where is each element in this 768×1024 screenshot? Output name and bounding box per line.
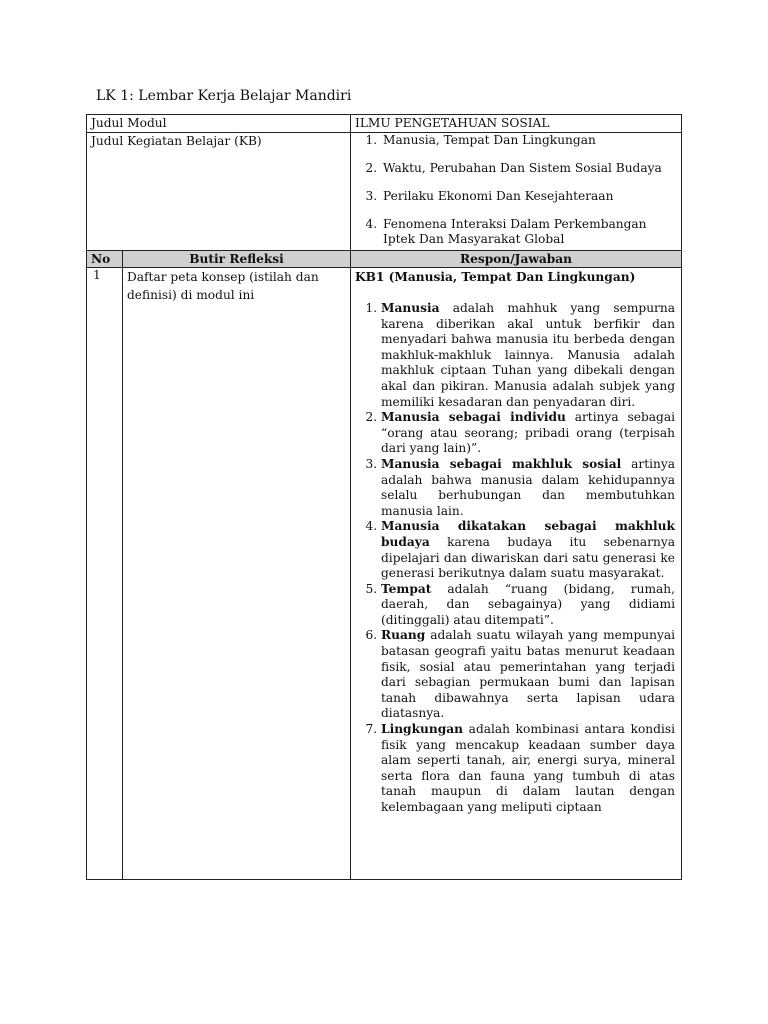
list-item <box>381 301 675 410</box>
concept-list <box>355 301 675 816</box>
judul-kb-list <box>355 133 677 247</box>
worksheet-table <box>86 114 682 880</box>
judul-modul-label: Judul Modul <box>87 115 351 133</box>
concept-definition: adalah “ruang (bidang, rumah, daerah, dan sebagainya) yang didiami (ditinggali) atau ditempati”. <box>381 581 675 627</box>
list-item <box>381 628 675 722</box>
concept-term: Lingkungan <box>381 722 464 737</box>
header-respon-jawaban: Respon/Jawaban <box>351 251 682 268</box>
list-item <box>381 582 675 629</box>
row-number: 1 <box>87 268 123 880</box>
list-item <box>381 410 675 457</box>
respon-cell <box>351 268 682 880</box>
header-no: No <box>87 251 123 268</box>
header-butir-refleksi: Butir Refleksi <box>123 251 351 268</box>
concept-term: Manusia dikatakan sebagai makhluk budaya <box>381 519 675 549</box>
kb1-heading: KB1 (Manusia, Tempat Dan Lingkungan) <box>355 270 636 284</box>
judul-kb-label: Judul Kegiatan Belajar (KB) <box>87 133 351 251</box>
list-item <box>381 722 675 816</box>
kb-item: 3. Perilaku Ekonomi Dan Kesejahteraan <box>381 189 677 204</box>
concept-definition: adalah mahhuk yang sempurna karena diberikan akal untuk berfikir dan menyadari bahwa manusia itu berbeda dengan makhluk-makhluk lainnya. Manusia adalah makhluk ciptaan Tuhan yang dibekali dengan akal dan pikiran. Manusia adalah subjek yang memiliki kesadaran dan penyadaran diri. <box>381 301 675 409</box>
concept-definition: artinya adalah bahwa manusia dalam kehidupannya selalu berhubungan dan membutuhkan manusia lain. <box>381 456 675 518</box>
concept-definition: karena budaya itu sebenarnya dipelajari dan diwariskan dari satu generasi ke generasi berikutnya dalam suatu masyarakat. <box>381 534 675 581</box>
list-item <box>381 519 675 581</box>
judul-kb-list-cell <box>351 133 682 251</box>
kb-item: 4. Fenomena Interaksi Dalam Perkembangan Iptek Dan Masyarakat Global <box>381 217 677 247</box>
concept-term: Ruang <box>381 628 426 643</box>
judul-modul-value: ILMU PENGETAHUAN SOSIAL <box>351 115 682 133</box>
kb-item: 2. Waktu, Perubahan Dan Sistem Sosial Budaya <box>381 161 677 176</box>
concept-term: Manusia sebagai individu <box>381 410 566 425</box>
list-item <box>381 457 675 519</box>
concept-definition: artinya sebagai “orang atau seorang; pribadi orang (terpisah dari yang lain)”. <box>381 410 675 456</box>
table-header-row <box>87 251 682 268</box>
butir-refleksi-text: Daftar peta konsep (istilah dan definisi) di modul ini <box>123 268 351 880</box>
row-judul-modul <box>87 115 682 133</box>
concept-term: Manusia sebagai makhluk sosial <box>381 456 622 471</box>
concept-term: Manusia <box>381 301 440 315</box>
document-title: LK 1: Lembar Kerja Belajar Mandiri <box>96 88 352 104</box>
concept-definition: adalah kombinasi antara kondisi fisik yang mencakup keadaan sumber daya alam seperti tanah, air, energi surya, mineral serta flora dan fauna yang tumbuh di atas tanah maupun di dalam lautan dengan kelembagaan yang meliputi ciptaan <box>381 722 675 814</box>
concept-term: Tempat <box>381 581 432 596</box>
concept-definition: adalah suatu wilayah yang mempunyai batasan geografi yaitu batas menurut keadaan fisik, sosial atau pemerintahan yang terjadi dari sebagian permukaan bumi dan lapisan tanah dibawahnya serta lapisan udara diatasnya. <box>381 628 675 721</box>
kb-item: 1. Manusia, Tempat Dan Lingkungan <box>381 133 677 148</box>
row-judul-kb <box>87 133 682 251</box>
table-row <box>87 268 682 880</box>
